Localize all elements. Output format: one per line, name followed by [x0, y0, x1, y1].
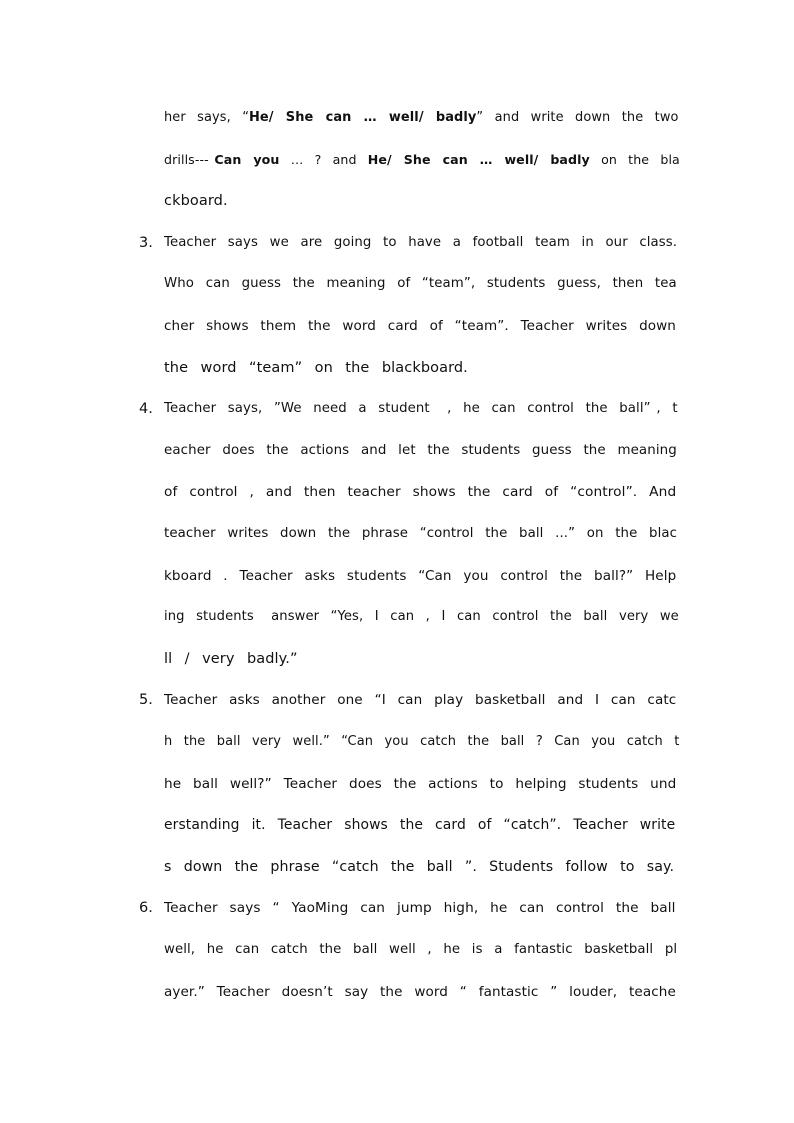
item-line: teacher writes down the phrase “control the ball ...” on the blac	[164, 526, 678, 541]
item-line: Teacher asks another one “I can play basketball and I can catc	[164, 692, 677, 709]
item-number: 4.	[139, 401, 153, 418]
item-line: h the ball very well.” “Can you catch the ball ? Can you catch t	[164, 734, 680, 749]
item-line: s down the phrase “catch the ball ”. Students follow to say.	[164, 858, 675, 875]
item-line: erstanding it. Teacher shows the card of “catch”. Teacher write	[164, 817, 676, 834]
item-line: well, he can catch the ball well , he is a fantastic basketball pl	[164, 942, 678, 957]
item-number: 6.	[139, 900, 153, 917]
text-run: drills---	[164, 151, 215, 167]
item-line: Teacher says we are going to have a football team in our class.	[164, 234, 678, 250]
item-line: he ball well?” Teacher does the actions to helping students und	[164, 775, 677, 792]
item-line: Teacher says “ YaoMing can jump high, he can control the ball	[164, 900, 676, 917]
continuation-line	[164, 191, 228, 211]
text-run: … ? and	[279, 151, 368, 167]
item-line: ayer.” Teacher doesn’t say the word “ fantastic ” louder, teache	[164, 983, 676, 1000]
item-line: the word “team” on the blackboard.	[164, 359, 468, 376]
text-run: her says, “	[164, 110, 250, 125]
item-number: 3.	[139, 234, 153, 251]
text-run: ckboard.	[164, 193, 228, 210]
item-line: Who can guess the meaning of “team”, students guess, then tea	[164, 276, 677, 292]
item-line: of control , and then teacher shows the card of “control”. And	[164, 484, 677, 501]
continuation-line	[164, 150, 680, 170]
item-line: kboard . Teacher asks students “Can you control the ball?” Help	[164, 567, 677, 584]
item-line: cher shows them the word card of “team”. Teacher writes down	[164, 318, 676, 334]
text-run: ” and write down the two	[476, 110, 679, 125]
item-line: Teacher says, ”We need a student , he can control the ball” , t	[164, 401, 678, 417]
item-line: eacher does the actions and let the students guess the meaning	[164, 442, 677, 458]
item-line: ll / very badly.”	[164, 650, 298, 667]
item-number: 5.	[139, 692, 153, 709]
drill-phrase: Can you	[214, 151, 280, 167]
drill-phrase: He/ She can … well/ badly	[367, 151, 590, 167]
drill-phrase: He/ She can … well/ badly	[249, 110, 477, 125]
continuation-line	[164, 108, 679, 128]
item-line: ing students answer “Yes, I can , I can control the ball very we	[164, 609, 679, 625]
text-run: on the bla	[589, 151, 680, 167]
